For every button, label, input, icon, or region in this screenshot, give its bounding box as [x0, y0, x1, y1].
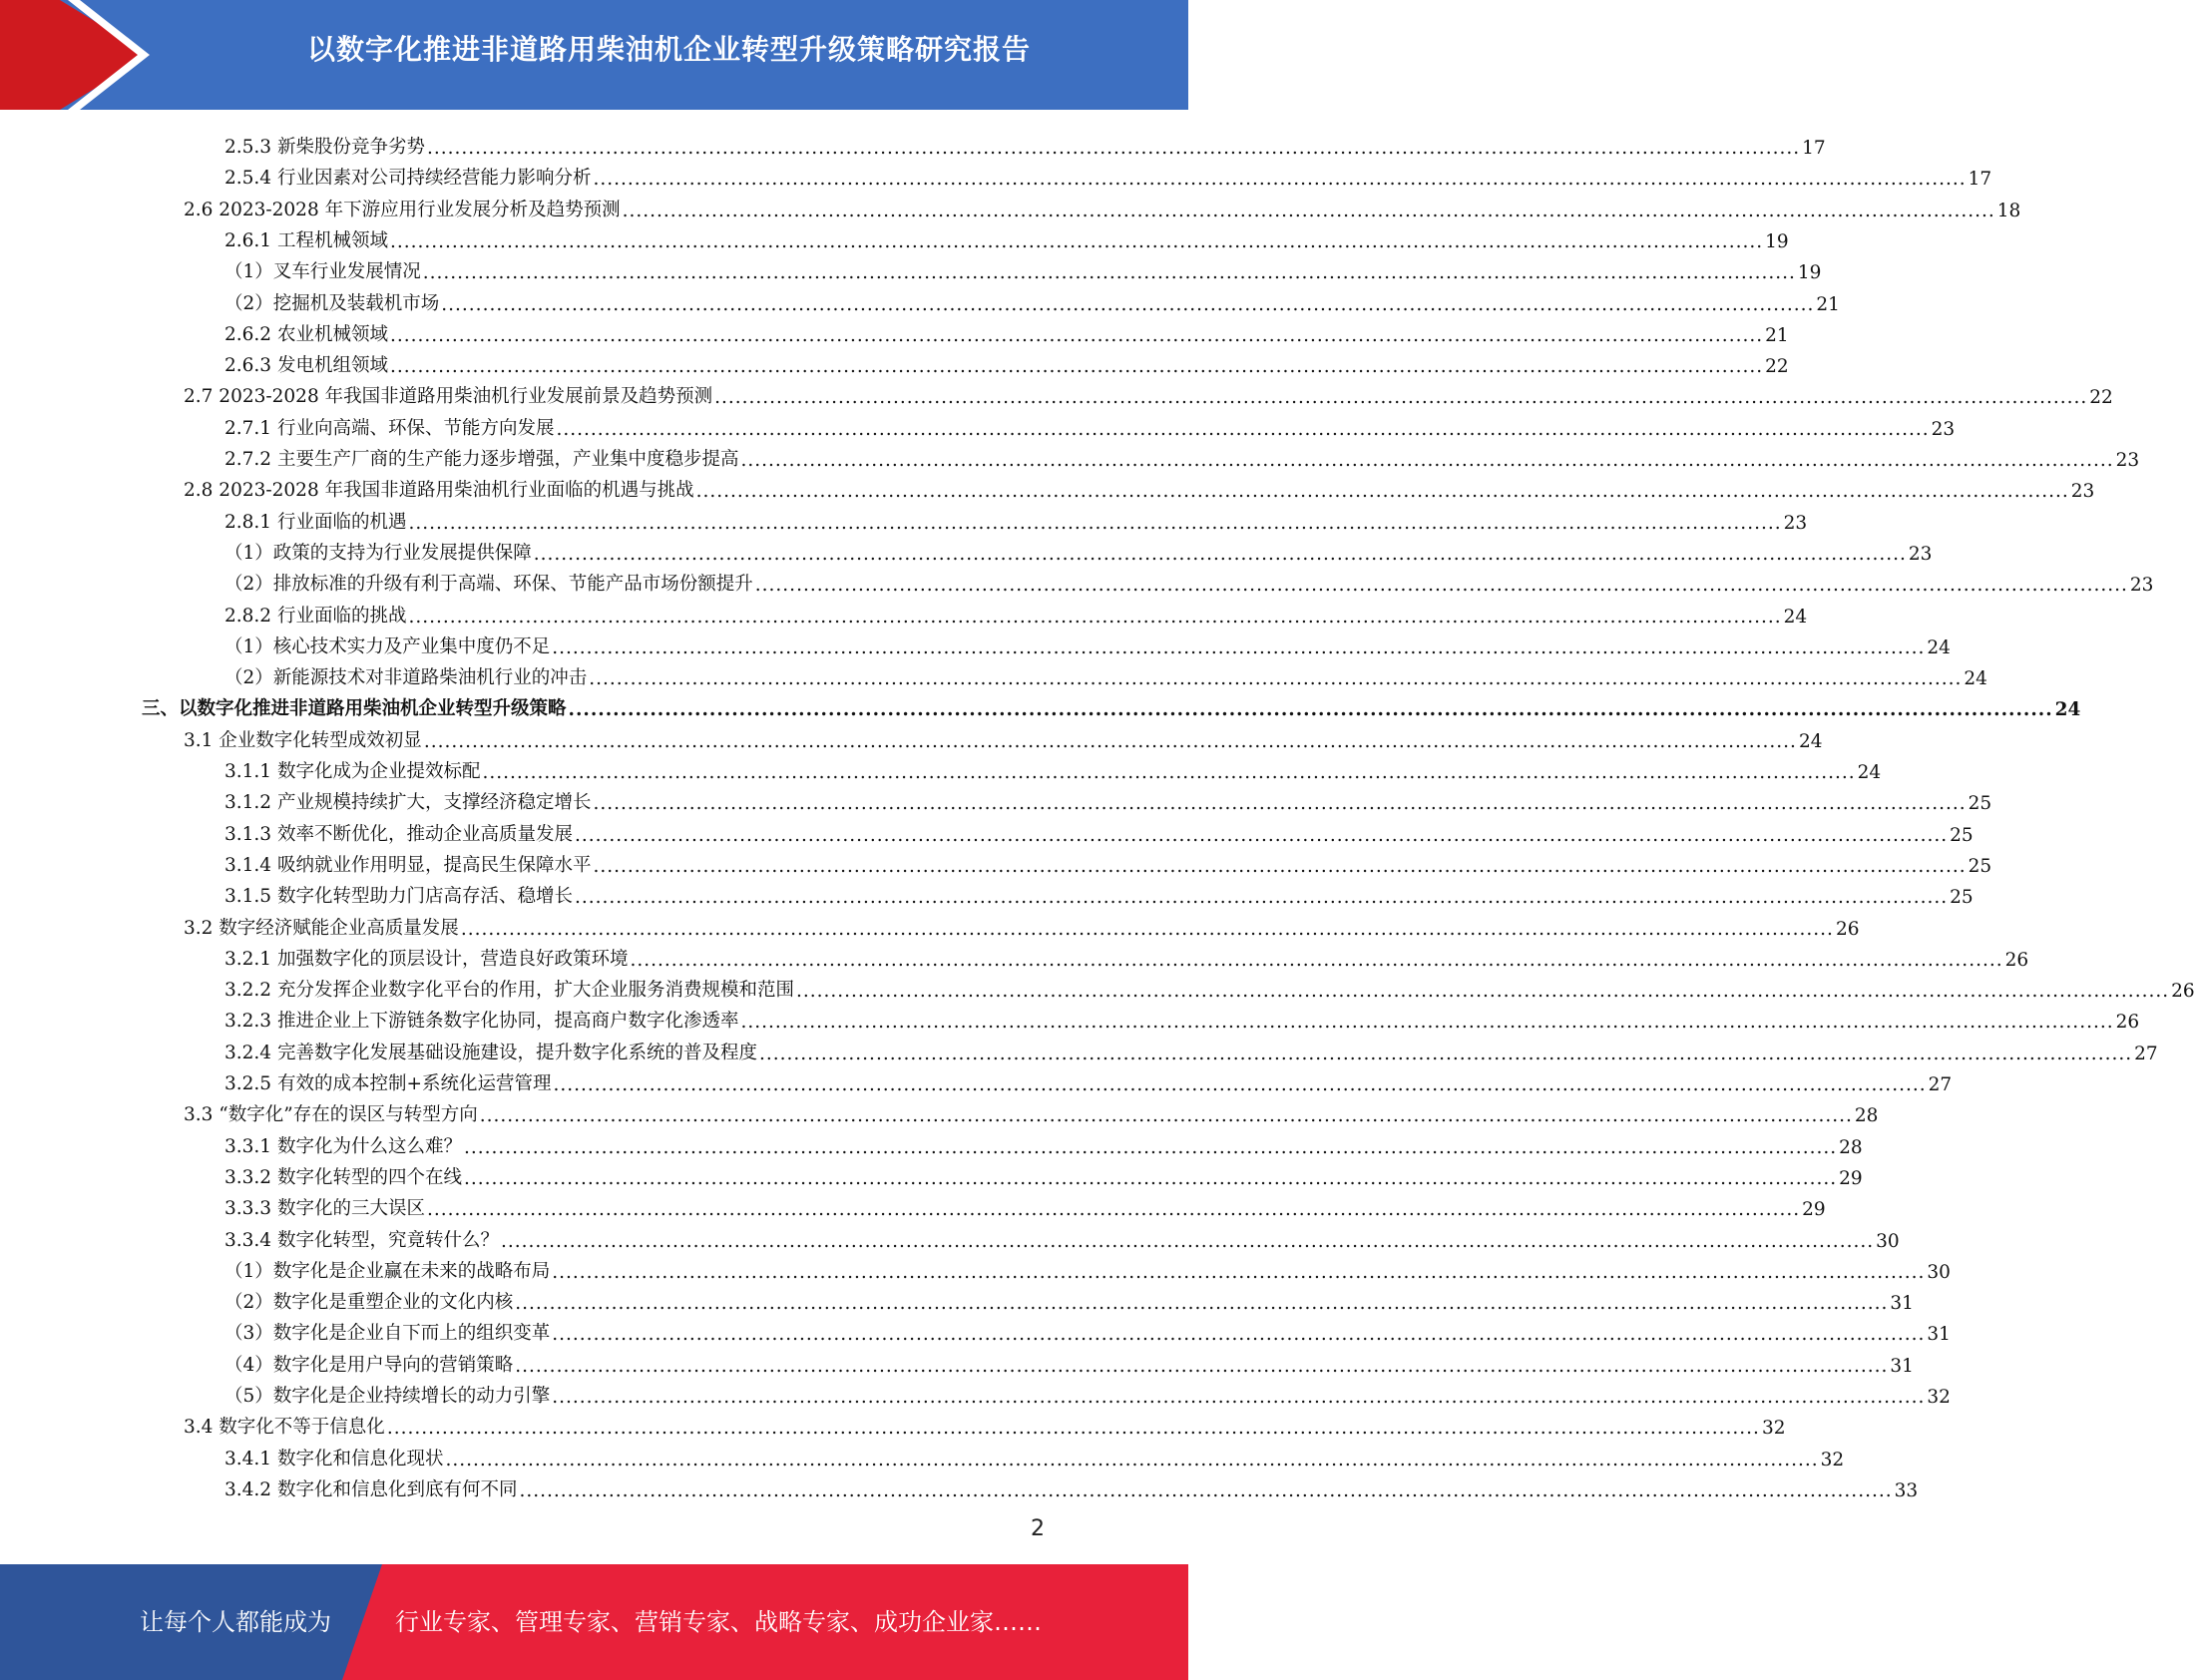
- toc-entry[interactable]: [224, 534, 1933, 565]
- toc-dot-leader: ........................................................................................................................................................................................................: [552, 1324, 1926, 1346]
- toc-entry-page: 23: [1931, 418, 1956, 440]
- toc-entry-page: 21: [1765, 324, 1789, 346]
- toc-entry[interactable]: [184, 471, 2095, 503]
- toc-entry-page: 25: [1968, 855, 1992, 877]
- toc-entry-page: 29: [1802, 1199, 1826, 1221]
- report-title: 以数字化推进非道路用柴油机企业转型升级策略研究报告: [306, 33, 1031, 66]
- toc-entry-title: 3.2.4 完善数字化发展基础设施建设，提升数字化系统的普及程度: [224, 1042, 757, 1063]
- toc-entry-title: 3.2.2 充分发挥企业数字化平台的作用，扩大企业服务消费规模和范围: [224, 980, 794, 1002]
- toc-entry-title: 3.4.2 数字化和信息化到底有何不同: [224, 1478, 518, 1500]
- toc-entry[interactable]: [224, 1002, 2140, 1034]
- toc-entry-title: 2.5.4 行业因素对公司持续经营能力影响分析: [224, 168, 592, 190]
- toc-entry[interactable]: [224, 1252, 1951, 1283]
- toc-entry-title: （1）核心技术实力及产业集中度仍不足: [224, 635, 551, 657]
- toc-dot-leader: ........................................................................................................................................................................................................: [593, 169, 1967, 191]
- toc-dot-leader: ........................................................................................................................................................................................................: [552, 1387, 1926, 1408]
- toc-entry[interactable]: [224, 597, 1808, 628]
- page-number: 2: [1031, 1516, 1045, 1541]
- toc-entry-title: 3.4.1 数字化和信息化现状: [224, 1448, 444, 1470]
- toc-dot-leader: ........................................................................................................................................................................................................: [423, 730, 1797, 752]
- toc-entry-page: 19: [1797, 262, 1822, 284]
- toc-entry[interactable]: [224, 284, 1840, 315]
- toc-entry-title: 3.2.3 推进企业上下游链条数字化协同，提高商户数字化渗透率: [224, 1011, 739, 1033]
- toc-dot-leader: ........................................................................................................................................................................................................: [695, 481, 2069, 503]
- toc-dot-leader: ........................................................................................................................................................................................................: [552, 636, 1926, 658]
- toc-dot-leader: ........................................................................................................................................................................................................: [552, 1261, 1926, 1283]
- toc-entry-page: 21: [1816, 293, 1840, 315]
- toc-entry[interactable]: [224, 409, 1956, 440]
- toc-entry-page: 23: [2129, 575, 2154, 597]
- toc-entry-title: 2.6 2023-2028 年下游应用行业发展分析及趋势预测: [184, 199, 621, 220]
- toc-dot-leader: ........................................................................................................................................................................................................: [556, 418, 1930, 440]
- toc-entry-title: （2）新能源技术对非道路柴油机行业的冲击: [224, 667, 588, 689]
- toc-entry-title: 2.8.2 行业面临的挑战: [224, 605, 407, 627]
- toc-dot-leader: ........................................................................................................................................................................................................: [553, 1074, 1927, 1095]
- toc-entry[interactable]: [224, 815, 1974, 846]
- toc-entry[interactable]: [224, 1064, 1953, 1095]
- toc-entry-title: 2.7.1 行业向高端、环保、节能方向发展: [224, 417, 555, 439]
- toc-entry-page: 32: [1761, 1418, 1786, 1440]
- toc-entry-title: 2.8 2023-2028 年我国非道路用柴油机行业面临的机遇与挑战: [184, 480, 694, 502]
- toc-entry[interactable]: [224, 1346, 1914, 1377]
- toc-entry[interactable]: [224, 159, 1992, 191]
- toc-entry[interactable]: [184, 377, 2113, 409]
- toc-entry-page: 23: [1908, 543, 1933, 565]
- toc-entry[interactable]: [184, 1408, 1786, 1440]
- toc-dot-leader: ........................................................................................................................................................................................................: [593, 793, 1967, 815]
- toc-entry-title: 2.7 2023-2028 年我国非道路用柴油机行业发展前景及趋势预测: [184, 386, 713, 408]
- toc-dot-leader: ........................................................................................................................................................................................................: [622, 200, 1995, 221]
- toc-entry-page: 26: [1835, 918, 1860, 940]
- toc-entry-title: 3.1.2 产业规模持续扩大，支撑经济稳定增长: [224, 792, 592, 814]
- toc-entry-title: 2.5.3 新柴股份竞争劣势: [224, 137, 425, 158]
- toc-dot-leader: ........................................................................................................................................................................................................: [389, 356, 1764, 378]
- toc-entry[interactable]: [184, 909, 1860, 940]
- toc-entry-page: 25: [1950, 887, 1974, 909]
- toc-dot-leader: ........................................................................................................................................................................................................: [630, 949, 2003, 971]
- toc-dot-leader: ........................................................................................................................................................................................................: [482, 762, 1856, 783]
- toc-entry-page: 27: [2134, 1043, 2158, 1064]
- toc-entry-page: 23: [2115, 450, 2140, 471]
- toc-dot-leader: ........................................................................................................................................................................................................: [589, 668, 1963, 690]
- toc-entry[interactable]: [184, 721, 1823, 752]
- toc-entry[interactable]: [224, 783, 1992, 815]
- toc-entry-page: 28: [1839, 1136, 1863, 1158]
- toc-dot-leader: ........................................................................................................................................................................................................: [519, 1479, 1893, 1501]
- toc-dot-leader: ........................................................................................................................................................................................................: [463, 1167, 1838, 1189]
- toc-entry[interactable]: [224, 658, 1987, 690]
- toc-dot-leader: ........................................................................................................................................................................................................: [389, 324, 1764, 346]
- toc-entry-page: 24: [1857, 762, 1882, 783]
- toc-entry-page: 24: [1783, 606, 1808, 628]
- toc-entry-title: （1）叉车行业发展情况: [224, 261, 421, 283]
- toc-entry[interactable]: [224, 1377, 1951, 1408]
- toc-dot-leader: ........................................................................................................................................................................................................: [426, 138, 1801, 159]
- toc-dot-leader: ........................................................................................................................................................................................................: [426, 1199, 1801, 1221]
- toc-entry[interactable]: [224, 752, 1882, 783]
- toc-entry-page: 24: [1798, 730, 1823, 752]
- toc-entry-page: 22: [2089, 387, 2113, 409]
- toc-entry-title: 2.6.2 农业机械领域: [224, 323, 388, 345]
- toc-entry[interactable]: [224, 503, 1808, 534]
- toc-dot-leader: ........................................................................................................................................................................................................: [795, 981, 2170, 1003]
- toc-entry-page: 26: [2115, 1012, 2140, 1034]
- toc-entry[interactable]: [224, 252, 1822, 284]
- toc-entry-page: 26: [2004, 949, 2029, 971]
- toc-entry-title: 2.8.1 行业面临的机遇: [224, 511, 407, 533]
- toc-entry-page: 29: [1839, 1167, 1863, 1189]
- toc-entry-page: 28: [1854, 1105, 1879, 1127]
- toc-entry-title: （2）数字化是重塑企业的文化内核: [224, 1292, 514, 1314]
- toc-dot-leader: ........................................................................................................................................................................................................: [422, 262, 1796, 284]
- toc-entry-title: 2.6.1 工程机械领域: [224, 229, 388, 251]
- toc-entry-page: 32: [1820, 1449, 1845, 1470]
- toc-entry-page: 31: [1890, 1293, 1914, 1315]
- toc-dot-leader: ........................................................................................................................................................................................................: [515, 1293, 1889, 1315]
- toc-entry-title: 3.1.3 效率不断优化，推动企业高质量发展: [224, 823, 573, 845]
- toc-entry-page: 27: [1928, 1074, 1953, 1095]
- toc-entry-title: （2）挖掘机及装载机市场: [224, 292, 440, 314]
- toc-entry-title: （5）数字化是企业持续增长的动力引擎: [224, 1386, 551, 1407]
- toc-dot-leader: ........................................................................................................................................................................................................: [758, 1043, 2133, 1064]
- toc-entry-title: 3.2.1 加强数字化的顶层设计，营造良好政策环境: [224, 948, 629, 970]
- toc-entry-title: 3.3.2 数字化转型的四个在线: [224, 1166, 462, 1188]
- footer-slogan-left: 让每个人都能成为: [140, 1608, 331, 1636]
- toc-entry-title: 3.3 “数字化”存在的误区与转型方向: [184, 1104, 478, 1126]
- toc-entry[interactable]: [224, 1127, 1863, 1158]
- toc-dot-leader: ........................................................................................................................................................................................................: [740, 450, 2114, 471]
- toc-entry[interactable]: [184, 1095, 1879, 1127]
- toc-entry[interactable]: [224, 346, 1789, 378]
- toc-entry-title: （4）数字化是用户导向的营销策略: [224, 1354, 514, 1376]
- toc-entry[interactable]: [224, 128, 1826, 159]
- toc-entry-title: （2）排放标准的升级有利于高端、环保、节能产品市场份额提升: [224, 574, 753, 596]
- toc-entry-title: 3.1.1 数字化成为企业提效标配: [224, 761, 481, 782]
- toc-entry-title: 3.3.3 数字化的三大误区: [224, 1198, 425, 1220]
- toc-entry-title: 3.1 企业数字化转型成效初显: [184, 729, 422, 751]
- toc-entry-title: 2.6.3 发电机组领域: [224, 355, 388, 377]
- toc-entry-page: 30: [1876, 1230, 1900, 1252]
- toc-entry[interactable]: [224, 440, 2140, 471]
- toc-dot-leader: ........................................................................................................................................................................................................: [463, 1136, 1838, 1158]
- page-header: [0, 0, 1188, 110]
- toc-entry-title: 3.3.1 数字化为什么这么难？: [224, 1135, 462, 1157]
- toc-entry[interactable]: [142, 689, 2081, 721]
- toc-dot-leader: ........................................................................................................................................................................................................: [593, 855, 1967, 877]
- toc-entry-page: 19: [1765, 230, 1789, 252]
- toc-entry-title: 3.1.4 吸纳就业作用明显，提高民生保障水平: [224, 854, 592, 876]
- toc-entry-page: 26: [2171, 981, 2195, 1003]
- toc-entry-page: 24: [2054, 699, 2081, 721]
- toc-entry-title: 3.3.4 数字化转型，究竟转什么？: [224, 1229, 499, 1251]
- toc-entry[interactable]: [224, 1221, 1900, 1252]
- toc-entry-page: 25: [1968, 793, 1992, 815]
- toc-dot-leader: ........................................................................................................................................................................................................: [500, 1230, 1875, 1252]
- toc-entry[interactable]: [224, 971, 2195, 1003]
- toc-entry-page: 24: [1927, 636, 1951, 658]
- toc-entry-title: 2.7.2 主要生产厂商的生产能力逐步增强，产业集中度稳步提高: [224, 449, 739, 470]
- toc-entry[interactable]: [224, 315, 1789, 346]
- toc-entry[interactable]: [224, 221, 1789, 252]
- toc-entry[interactable]: [224, 1470, 1919, 1501]
- toc-entry-page: 23: [1783, 512, 1808, 534]
- toc-dot-leader: ........................................................................................................................................................................................................: [574, 887, 1949, 909]
- toc-entry[interactable]: [224, 1189, 1826, 1221]
- toc-dot-leader: ........................................................................................................................................................................................................: [574, 824, 1949, 846]
- toc-dot-leader: ........................................................................................................................................................................................................: [386, 1418, 1760, 1440]
- toc-entry-page: 24: [1964, 668, 1987, 690]
- toc-dot-leader: ........................................................................................................................................................................................................: [460, 918, 1834, 940]
- toc-entry-page: 31: [1890, 1355, 1914, 1377]
- toc-entry-title: （1）政策的支持为行业发展提供保障: [224, 542, 532, 564]
- toc-entry-title: （1）数字化是企业赢在未来的战略布局: [224, 1260, 551, 1282]
- toc-dot-leader: ........................................................................................................................................................................................................: [740, 1012, 2114, 1034]
- toc-entry[interactable]: [224, 877, 1974, 909]
- toc-entry-page: 30: [1927, 1261, 1951, 1283]
- toc-entry-title: 3.1.5 数字化转型助力门店高存活、稳增长: [224, 886, 573, 908]
- toc-dot-leader: ........................................................................................................................................................................................................: [754, 575, 2128, 597]
- toc-dot-leader: ........................................................................................................................................................................................................: [515, 1355, 1889, 1377]
- toc-entry-page: 32: [1927, 1387, 1951, 1408]
- toc-entry-page: 31: [1927, 1324, 1951, 1346]
- toc-entry-title: 3.2 数字经济赋能企业高质量发展: [184, 917, 459, 939]
- toc-entry-page: 18: [1996, 200, 2021, 221]
- toc-entry-page: 25: [1950, 824, 1974, 846]
- toc-entry[interactable]: [224, 1034, 2158, 1064]
- toc-entry[interactable]: [224, 565, 2154, 597]
- toc-dot-leader: ........................................................................................................................................................................................................: [408, 606, 1782, 628]
- toc-dot-leader: ........................................................................................................................................................................................................: [714, 387, 2088, 409]
- toc-entry[interactable]: [224, 846, 1992, 877]
- toc-entry[interactable]: [224, 1314, 1951, 1346]
- toc-dot-leader: ........................................................................................................................................................................................................: [441, 293, 1815, 315]
- toc-entry-page: 23: [2070, 481, 2095, 503]
- toc-dot-leader: ........................................................................................................................................................................................................: [479, 1105, 1853, 1127]
- toc-entry[interactable]: [224, 1283, 1914, 1315]
- toc-dot-leader: ........................................................................................................................................................................................................: [389, 230, 1764, 252]
- toc-dot-leader: ........................................................................................................................................................................................................: [445, 1449, 1819, 1470]
- toc-dot-leader: ........................................................................................................................................................................................................: [568, 699, 2053, 721]
- toc-entry-page: 22: [1765, 356, 1789, 378]
- toc-entry-title: （3）数字化是企业自下而上的组织变革: [224, 1323, 551, 1345]
- toc-entry-page: 17: [1802, 138, 1826, 159]
- toc-entry[interactable]: [184, 191, 2021, 221]
- toc-entry[interactable]: [224, 1158, 1863, 1189]
- toc-entry-page: 33: [1894, 1479, 1919, 1501]
- toc-entry-title: 三、以数字化推进非道路用柴油机企业转型升级策略: [142, 698, 567, 720]
- footer-slogan-right: 行业专家、管理专家、营销专家、战略专家、成功企业家……: [395, 1608, 1042, 1636]
- toc-entry[interactable]: [224, 628, 1951, 658]
- toc-entry[interactable]: [224, 940, 2029, 971]
- toc-entry-title: 3.4 数字化不等于信息化: [184, 1417, 385, 1439]
- page-footer: [0, 1564, 1188, 1680]
- toc-entry-page: 17: [1968, 169, 1992, 191]
- toc-entry[interactable]: [224, 1440, 1845, 1470]
- toc-dot-leader: ........................................................................................................................................................................................................: [408, 512, 1782, 534]
- toc-entry-title: 3.2.5 有效的成本控制+系统化运营管理: [224, 1073, 552, 1094]
- toc-dot-leader: ........................................................................................................................................................................................................: [533, 543, 1907, 565]
